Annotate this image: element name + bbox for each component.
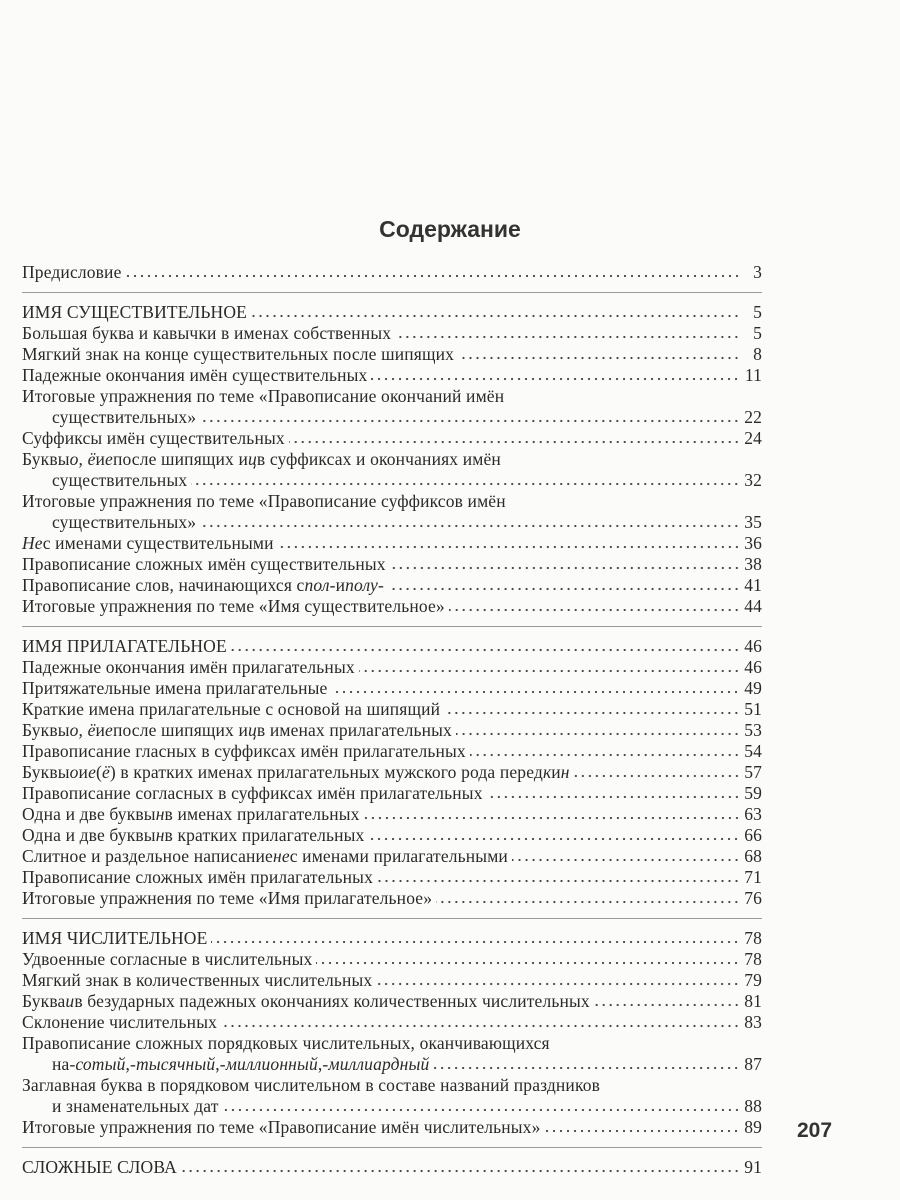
entry-text: Слитное и раздельное написание [22, 846, 273, 866]
entry-text: Одна и две буквы [22, 804, 156, 824]
dot-leader [181, 1169, 740, 1173]
entry-text: пол- [304, 575, 336, 595]
entry-page-number: 38 [744, 554, 762, 574]
entry-text: ИМЯ ПРИЛАГАТЕЛЬНОЕ [22, 636, 227, 656]
toc-entry[interactable] [22, 825, 762, 846]
toc-section [22, 918, 762, 1138]
toc-entry[interactable] [22, 783, 762, 804]
dot-leader [221, 1024, 740, 1028]
entry-text: в именах прилагательных [164, 804, 360, 824]
dot-leader [594, 1003, 740, 1007]
entry-text: -миллионный [219, 1054, 318, 1074]
entry-page-number: 59 [744, 783, 762, 803]
toc-entry[interactable] [22, 1012, 762, 1033]
entry-text: Правописание согласных в суффиксах имён прилагательных [22, 783, 483, 803]
entry-text: Правописание сложных имён существительных [22, 554, 386, 574]
dot-leader [231, 648, 740, 652]
toc-entry[interactable] [22, 678, 762, 699]
entry-page-number: 3 [753, 262, 762, 282]
entry-page-number: 81 [744, 991, 762, 1011]
dot-leader [278, 545, 740, 549]
toc-entry[interactable] [22, 533, 762, 554]
toc-section [22, 292, 762, 617]
entry-text: Правописание сложных имён прилагательных [22, 867, 373, 887]
entry-page-number: 91 [744, 1157, 762, 1177]
entry-text: -миллиардный [322, 1054, 430, 1074]
entry-text: и [95, 449, 106, 469]
entry-text: Суффиксы имён существительных [22, 428, 285, 448]
dot-leader [223, 1108, 740, 1112]
entry-text: Падежные окончания имён существительных [22, 365, 368, 385]
toc-entry[interactable] [22, 575, 762, 596]
entry-text: после шипящих и [112, 449, 248, 469]
dot-leader [211, 940, 740, 944]
entry-text: и [78, 762, 89, 782]
toc-entry[interactable] [22, 1075, 762, 1096]
entry-text: с именами прилагательными [289, 846, 508, 866]
entry-text: Не [22, 533, 43, 553]
entry-text: СЛОЖНЫЕ СЛОВА [22, 1157, 177, 1177]
entry-text: Итоговые упражнения по теме «Правописание окончаний имён [22, 386, 505, 406]
entry-text: Предисловие [22, 262, 122, 282]
entry-text: Итоговые упражнения по теме «Имя прилагательное» [22, 888, 433, 908]
toc-entry[interactable] [22, 949, 762, 970]
entry-page-number: 54 [744, 741, 762, 761]
entry-page-number: 24 [744, 428, 762, 448]
entry-text: Большая буква и кавычки в именах собственных [22, 323, 392, 343]
entry-text: Мягкий знак на конце существительных после шипящих [22, 344, 454, 364]
entry-page-number: 63 [744, 804, 762, 824]
entry-page-number: 83 [744, 1012, 762, 1032]
dot-leader [436, 900, 740, 904]
entry-text: Краткие имена прилагательные с основой на шипящий [22, 699, 441, 719]
entry-text: о, ё [69, 720, 96, 740]
entry-page-number: 44 [744, 596, 762, 616]
entry-text: е [105, 449, 113, 469]
toc-entry[interactable] [22, 449, 762, 470]
entry-text: существительных» [52, 512, 197, 532]
entry-text: ) в кратких именах прилагательных мужского рода перед [109, 762, 543, 782]
toc-entry[interactable] [22, 991, 762, 1012]
entry-text: ( [95, 762, 102, 782]
entry-text: е [105, 720, 113, 740]
toc-entry[interactable] [22, 867, 762, 888]
toc-section-heading[interactable] [22, 1157, 762, 1178]
dot-leader [316, 961, 740, 965]
toc-entry[interactable] [22, 428, 762, 449]
entry-text: Правописание слов, начинающихся с [22, 575, 305, 595]
entry-text: и [65, 991, 75, 1011]
toc-entry[interactable] [22, 1117, 762, 1138]
toc-entry[interactable] [22, 344, 762, 365]
entry-text: с именами существительными [42, 533, 274, 553]
dot-leader [251, 314, 740, 318]
entry-text: ц [247, 449, 257, 469]
toc-section-heading[interactable] [22, 928, 762, 949]
entry-page-number: 66 [744, 825, 762, 845]
entry-page-number: 36 [744, 533, 762, 553]
entry-text: о [69, 762, 79, 782]
toc-entry-continuation[interactable] [22, 407, 762, 428]
entry-text: в кратких прилагательных [164, 825, 365, 845]
toc-entry[interactable] [22, 323, 762, 344]
entry-text: н [560, 762, 570, 782]
entry-text: и знаменательных дат [52, 1096, 219, 1116]
entry-text: Удвоенные согласные в числительных [22, 949, 313, 969]
toc-section [22, 1147, 762, 1178]
entry-page-number: 46 [744, 636, 762, 656]
entry-text: Падежные окончания имён прилагательных [22, 657, 355, 677]
entry-text: Склонение числительных [22, 1012, 217, 1032]
entry-text: полу- [345, 575, 384, 595]
toc-section [22, 262, 762, 283]
entry-page-number: 68 [744, 846, 762, 866]
entry-text: н [155, 804, 165, 824]
entry-text: в именах прилагательных [256, 720, 452, 740]
entry-page-number: 51 [744, 699, 762, 719]
dot-leader [359, 669, 740, 673]
toc-section-heading[interactable] [22, 636, 762, 657]
entry-text: в безударных падежных окончаниях количественных числительных [74, 991, 590, 1011]
entry-text: Заглавная буква в порядковом числительном в составе названий праздников [22, 1075, 601, 1095]
entry-text: о, ё [69, 449, 96, 469]
entry-text: Притяжательные имена прилагательные [22, 678, 328, 698]
dot-leader [200, 524, 740, 528]
entry-text: существительных» [52, 407, 197, 427]
entry-page-number: 76 [744, 888, 762, 908]
entry-page-number: 79 [744, 970, 762, 990]
toc-entry-continuation[interactable] [22, 1096, 762, 1117]
dot-leader [126, 274, 741, 278]
entry-text: ИМЯ СУЩЕСТВИТЕЛЬНОЕ [22, 302, 247, 322]
entry-page-number: 78 [744, 949, 762, 969]
table-of-contents [22, 262, 762, 1178]
toc-entry[interactable] [22, 888, 762, 909]
entry-page-number: 78 [744, 928, 762, 948]
entry-page-number: 35 [744, 512, 762, 532]
toc-entry[interactable] [22, 720, 762, 741]
toc-entry[interactable] [22, 596, 762, 617]
entry-text: -тысячный [130, 1054, 216, 1074]
dot-leader [376, 982, 740, 986]
entry-text: Итоговые упражнения по теме «Имя существительное» [22, 596, 445, 616]
entry-text: ИМЯ ЧИСЛИТЕЛЬНОЕ [22, 928, 208, 948]
entry-text: и [95, 720, 106, 740]
entry-page-number: 87 [744, 1054, 762, 1074]
entry-page-number: 32 [744, 470, 762, 490]
entry-text: в суффиксах и окончаниях имён [256, 449, 501, 469]
dot-leader [377, 879, 740, 883]
entry-text: к [542, 762, 552, 782]
toc-section-heading[interactable] [22, 302, 762, 323]
entry-page-number: 49 [744, 678, 762, 698]
toc-entry-continuation[interactable] [22, 512, 762, 533]
toc-entry[interactable] [22, 741, 762, 762]
entry-page-number: 5 [753, 323, 762, 343]
dot-leader [458, 356, 740, 360]
toc-entry-continuation[interactable] [22, 470, 762, 491]
entry-text: и [551, 762, 561, 782]
entry-text: , [317, 1054, 323, 1074]
page-title: Содержание [379, 216, 521, 242]
toc-entry[interactable] [22, 762, 762, 783]
entry-page-number: 11 [744, 365, 762, 385]
dot-leader [191, 482, 740, 486]
dot-leader [544, 1129, 740, 1133]
dot-leader [368, 837, 740, 841]
dot-leader [395, 335, 740, 339]
entry-text: Правописание сложных порядковых числительных, оканчивающихся [22, 1033, 550, 1053]
entry-text: Буквы [22, 762, 70, 782]
toc-entry[interactable] [22, 804, 762, 825]
dot-leader [449, 608, 740, 612]
entry-text: Мягкий знак в количественных числительных [22, 970, 373, 990]
entry-text: н [155, 825, 165, 845]
entry-text: , [125, 1054, 131, 1074]
entry-page-number: 8 [753, 344, 762, 364]
dot-leader [487, 795, 740, 799]
entry-text: Итоговые упражнения по теме «Правописание имён числительных» [22, 1117, 541, 1137]
dot-leader [456, 732, 740, 736]
entry-text: Итоговые упражнения по теме «Правописание суффиксов имён [22, 491, 506, 511]
entry-text: не [272, 846, 290, 866]
entry-text: ц [247, 720, 257, 740]
dot-leader [433, 1066, 740, 1070]
entry-page-number: 53 [744, 720, 762, 740]
dot-leader [200, 419, 740, 423]
dot-leader [574, 774, 740, 778]
dot-leader [388, 587, 740, 591]
dot-leader [444, 711, 740, 715]
dot-leader [364, 816, 740, 820]
entry-text: -сотый [69, 1054, 126, 1074]
entry-text: Буквы [22, 720, 70, 740]
entry-text: на [52, 1054, 70, 1074]
entry-page-number: 22 [744, 407, 762, 427]
entry-page-number: 71 [744, 867, 762, 887]
dot-leader [390, 566, 740, 570]
entry-text: е [88, 762, 96, 782]
toc-entry[interactable] [22, 657, 762, 678]
toc-entry[interactable] [22, 491, 762, 512]
toc-entry[interactable] [22, 846, 762, 867]
entry-text: Буквы [22, 449, 70, 469]
entry-text: после шипящих и [112, 720, 248, 740]
entry-page-number: 46 [744, 657, 762, 677]
toc-entry[interactable] [22, 386, 762, 407]
dot-leader [289, 440, 740, 444]
toc-entry[interactable] [22, 262, 762, 283]
entry-text: ё [101, 762, 110, 782]
toc-entry[interactable] [22, 970, 762, 991]
entry-page-number: 88 [744, 1096, 762, 1116]
entry-text: существительных [52, 470, 188, 490]
dot-leader [331, 690, 740, 694]
entry-text: Одна и две буквы [22, 825, 156, 845]
toc-section [22, 626, 762, 909]
toc-entry[interactable] [22, 554, 762, 575]
entry-page-number: 89 [744, 1117, 762, 1137]
entry-text: Буква [22, 991, 66, 1011]
toc-entry[interactable] [22, 365, 762, 386]
toc-entry[interactable] [22, 699, 762, 720]
dot-leader [512, 858, 740, 862]
page-number: 207 [797, 1119, 833, 1142]
dot-leader [371, 377, 740, 381]
dot-leader [470, 753, 740, 757]
toc-entry-continuation[interactable] [22, 1054, 762, 1075]
entry-page-number: 57 [744, 762, 762, 782]
toc-entry[interactable] [22, 1033, 762, 1054]
entry-page-number: 5 [753, 302, 762, 322]
entry-text: , [215, 1054, 220, 1074]
entry-page-number: 41 [744, 575, 762, 595]
entry-text: Правописание гласных в суффиксах имён прилагательных [22, 741, 466, 761]
entry-text: и [335, 575, 346, 595]
